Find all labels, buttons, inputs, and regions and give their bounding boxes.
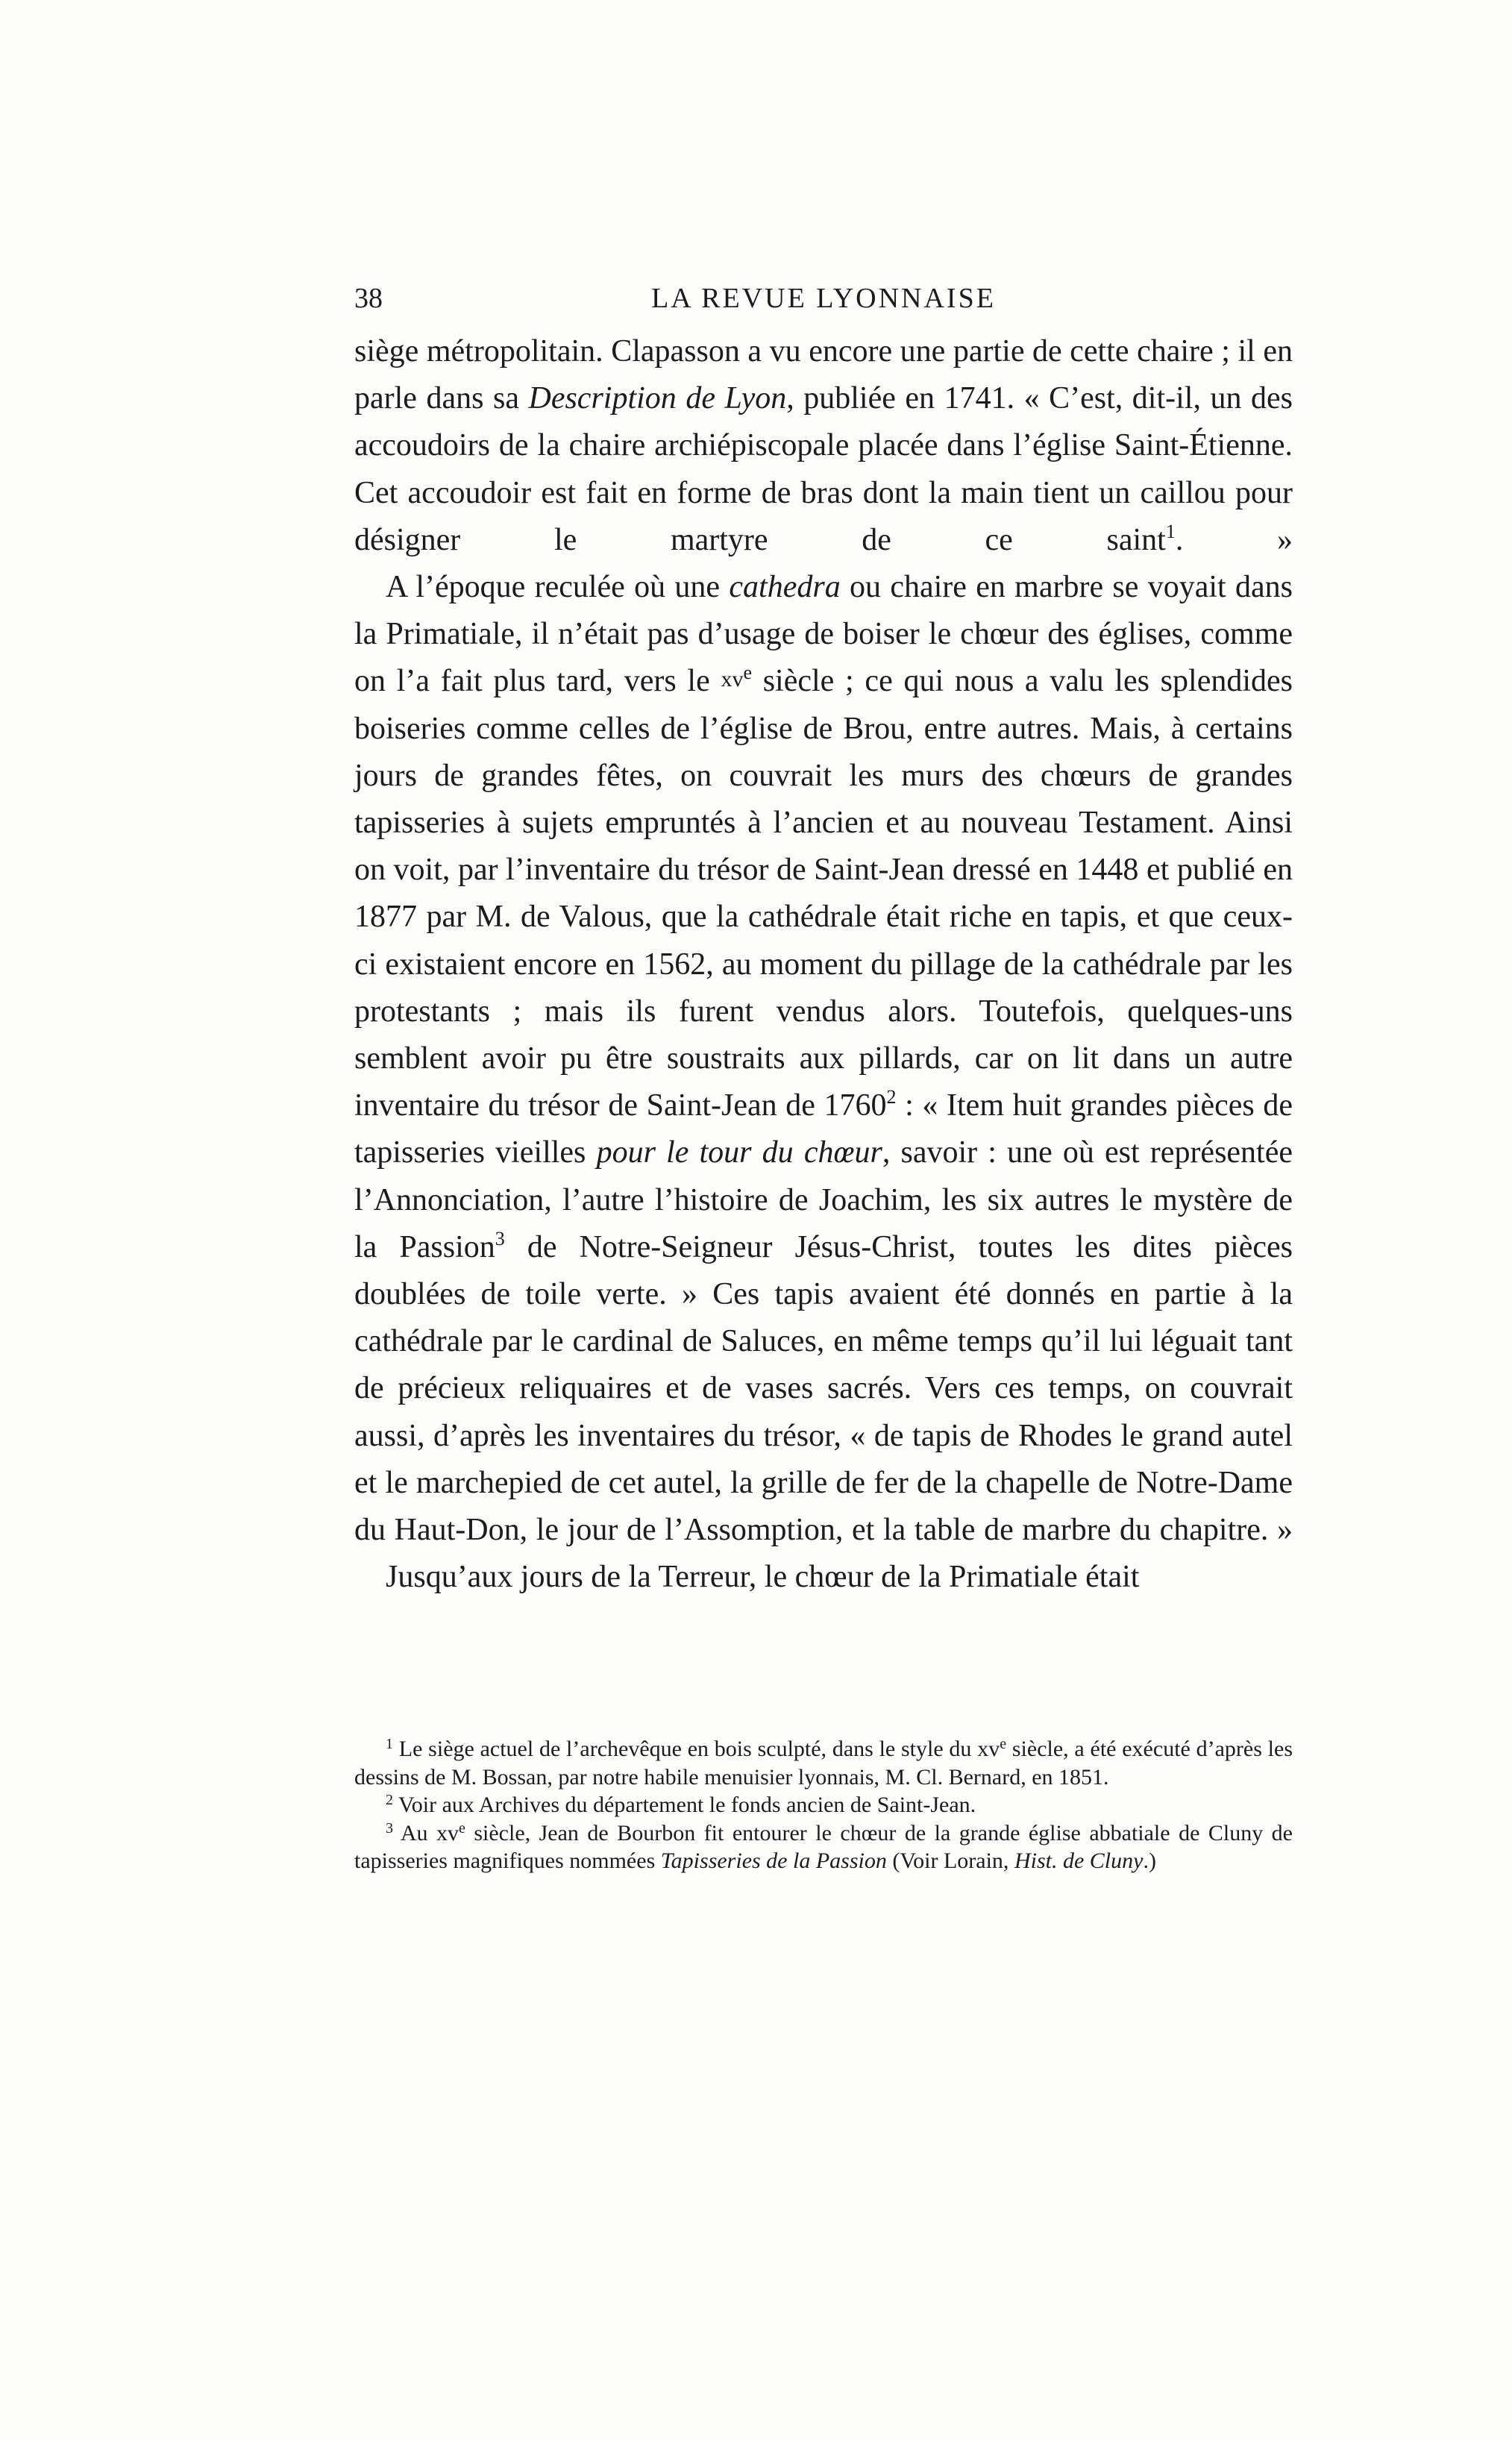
footnote-number: 3 <box>386 1819 393 1837</box>
text-run: siège métropolitain. Clapasson a vu encore une partie de cette chaire ; il en parle dans sa <box>354 334 1293 416</box>
footnote-ref-3[interactable]: 3 <box>495 1227 505 1249</box>
page-header <box>354 282 1293 327</box>
footnote-text: (Voir Lorain, <box>886 1848 1014 1873</box>
paragraph-1 <box>354 328 1293 564</box>
century-numeral: xv <box>721 667 744 692</box>
text-run: : « Item huit grandes pièces de tapisseries vieilles <box>354 1088 1293 1170</box>
footnote-ref-2[interactable]: 2 <box>886 1086 897 1108</box>
quoted-italic: pour le tour du chœur <box>596 1135 882 1170</box>
century-suffix: e <box>1000 1736 1007 1752</box>
century-suffix: e <box>743 662 752 684</box>
text-run: de Notre-Seigneur Jésus-Christ, toutes les dites pièces doublées de toile verte. » Ces tapis avaient été donnés en partie à la cathédrale par le cardinal de Saluces, en même temps qu’il lui léguait tant de précieux reliquaires et de vases sacrés. Vers ces temps, on couvrait aussi, d’après les inventaires du trésor, « de tapis de Rhodes le grand autel et le marchepied de cet autel, la grille de fer de la chapelle de Notre-Dame du Haut-Don, le jour de l’Assomption, et la table de marbre du chapitre. » <box>354 1229 1293 1548</box>
tapestry-title: Tapisseries de la Passion <box>660 1848 887 1873</box>
footnote-ref-1[interactable]: 1 <box>1165 520 1176 542</box>
text-run: Jusqu’aux jours de la Terreur, le chœur de la Primatiale était <box>386 1560 1140 1595</box>
book-title: Description de Lyon <box>528 381 787 416</box>
running-head: LA REVUE LYONNAISE <box>651 283 996 314</box>
footnote-number: 2 <box>386 1792 393 1808</box>
footnotes <box>354 1735 1293 1875</box>
footnote-text: siècle, a été exécuté d’après les dessins de M. Bossan, par notre habile menuisier lyonnais, M. Cl. Bernard, en 1851. <box>354 1737 1293 1790</box>
footnote-text: .) <box>1143 1848 1156 1873</box>
footnote-3 <box>354 1819 1293 1875</box>
footnote-1 <box>354 1735 1293 1791</box>
text-run: A l’époque reculée où une <box>386 570 730 605</box>
paragraph-2 <box>354 564 1293 1554</box>
century-suffix: e <box>458 1819 465 1837</box>
page-number: 38 <box>354 283 383 314</box>
footnote-2 <box>354 1791 1293 1819</box>
text-run: siècle ; ce qui nous a valu les splendides boiseries comme celles de l’église de Brou, entre autres. Mais, à certains jours de grandes fêtes, on couvrait les murs des chœurs de grandes tapisseries à sujets empruntés à l’ancien et au nouveau Testament. Ainsi on voit, par l’inventaire du trésor de Saint-Jean dressé en 1448 et publié en 1877 par M. de Valous, que la cathédrale était riche en tapis, et que ceux-ci existaient encore en 1562, au moment du pillage de la cathédrale par les protestants ; mais ils furent vendus alors. Toutefois, quelques-uns semblent avoir pu être soustraits aux pillards, car on lit dans un autre inventaire du trésor de Saint-Jean de 1760 <box>354 664 1293 1123</box>
text-run: ou chaire en marbre se voyait dans la Primatiale, il n’était pas d’usage de boiser le chœur des églises, comme on l’a fait plus tard, vers le <box>354 570 1293 699</box>
footnote-text: Au xv <box>393 1820 459 1845</box>
footnote-text: Le siège actuel de l’archevêque en bois sculpté, dans le style du xv <box>393 1737 1000 1761</box>
latin-term: cathedra <box>729 570 841 605</box>
book-title: Hist. de Cluny <box>1014 1848 1144 1873</box>
footnote-number: 1 <box>386 1736 393 1752</box>
main-text <box>354 328 1293 1601</box>
text-run: , savoir : une où est représentée l’Annonciation, l’autre l’histoire de Joachim, les six autres le mystère de la Passion <box>354 1135 1293 1264</box>
paragraph-3 <box>354 1554 1293 1601</box>
footnote-text: Voir aux Archives du département le fonds ancien de Saint-Jean. <box>393 1793 976 1817</box>
footnote-text: siècle, Jean de Bourbon fit entourer le chœur de la grande église abbatiale de Cluny de tapisseries magnifiques nommées <box>354 1820 1293 1873</box>
text-run: . » <box>1175 522 1293 557</box>
text-run: , publiée en 1741. « C’est, dit-il, un des accoudoirs de la chaire archiépiscopale placée dans l’église Saint-Étienne. Cet accoudoir est fait en forme de bras dont la main tient un caillou pour désigner le martyre de ce saint <box>354 381 1293 557</box>
